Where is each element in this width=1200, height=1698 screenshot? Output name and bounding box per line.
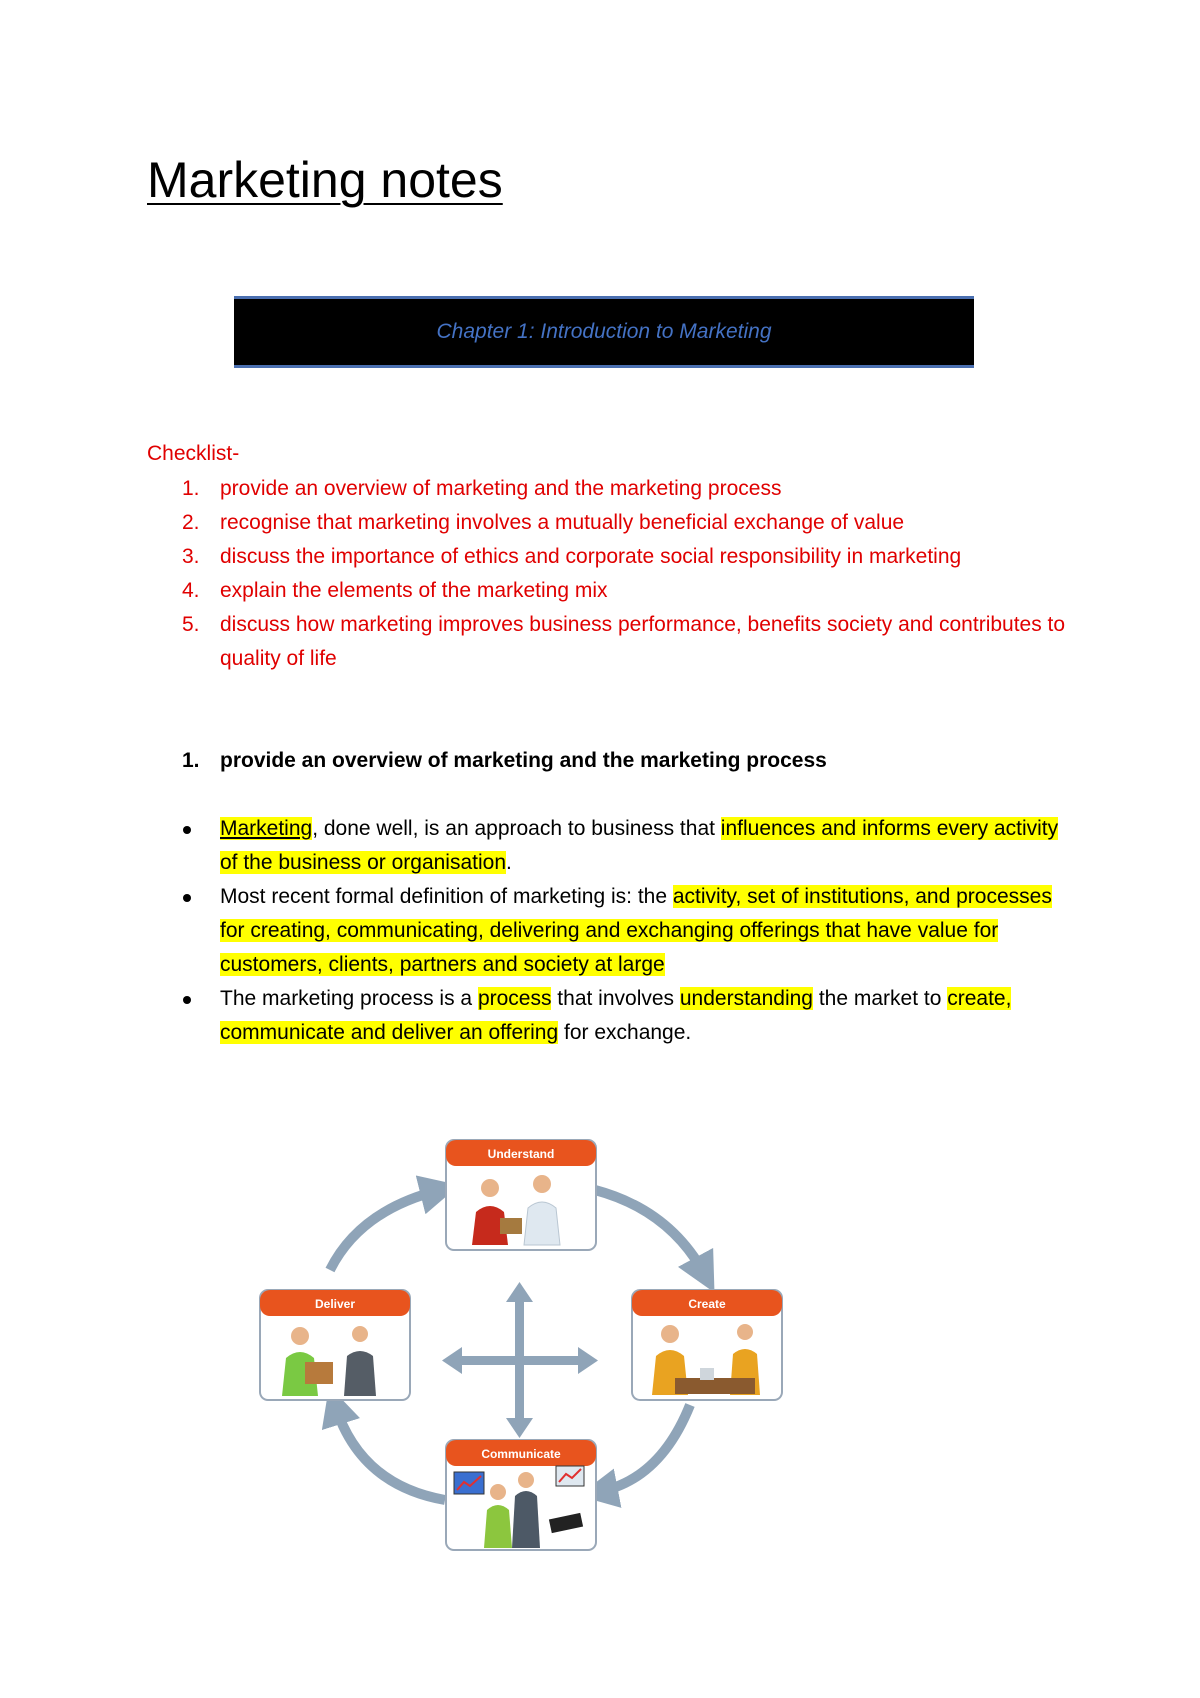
bullet-text: . xyxy=(506,851,512,874)
section-heading-item xyxy=(147,744,827,778)
bullet-text: , done well, is an approach to business that xyxy=(312,817,721,840)
item-number: 2. xyxy=(182,511,200,534)
stage-label: Communicate xyxy=(481,1447,561,1461)
item-number: 3. xyxy=(182,545,200,568)
highlighted-text: create, communicate and deliver an offering xyxy=(220,987,1012,1044)
highlighted-text: activity, set of institutions, and processes for creating, communicating, delivering and exchanging offerings that have value for customers, clients, partners and society at large xyxy=(220,885,1052,976)
bullet-text: The marketing process is a xyxy=(220,987,478,1010)
checklist-item-text: recognise that marketing involves a mutually beneficial exchange of value xyxy=(220,511,905,534)
bullet-text: the market to xyxy=(812,987,948,1010)
checklist-item-text: discuss how marketing improves business performance, benefits society and contributes to quality of life xyxy=(220,613,1066,670)
bullet-list xyxy=(147,812,1077,1050)
bullet-item xyxy=(147,880,1077,982)
cycle-arrow xyxy=(335,1405,445,1500)
stage-card-create xyxy=(632,1290,782,1400)
checklist-item-text: provide an overview of marketing and the marketing process xyxy=(220,477,782,500)
stage-label: Deliver xyxy=(314,1297,356,1311)
checklist-item xyxy=(147,608,1067,676)
marketing-process-diagram xyxy=(250,1120,790,1570)
checklist-item-text: explain the elements of the marketing mix xyxy=(220,579,608,602)
stage-card-deliver xyxy=(260,1290,410,1400)
bullet-dot xyxy=(183,996,191,1004)
bullet-dot xyxy=(183,894,191,902)
bullet-item xyxy=(147,982,1077,1050)
item-number: 1. xyxy=(182,477,200,500)
checklist-item xyxy=(147,472,1067,506)
highlighted-text: influences and informs every activity of the business or organisation xyxy=(220,817,1059,874)
bullet-text: for exchange. xyxy=(558,1021,692,1044)
chapter-banner-text: Chapter 1: Introduction to Marketing xyxy=(436,320,772,343)
section-heading xyxy=(147,744,827,778)
cycle-arrow xyxy=(595,1190,705,1275)
stage-label: Understand xyxy=(487,1147,555,1161)
stage-card-communicate xyxy=(446,1440,596,1550)
stage-label: Create xyxy=(688,1297,726,1311)
item-number: 4. xyxy=(182,579,200,602)
highlighted-text: process xyxy=(477,987,552,1010)
item-number: 5. xyxy=(182,613,200,636)
highlighted-text: understanding xyxy=(679,987,813,1010)
checklist-item xyxy=(147,540,1067,574)
cycle-arrow xyxy=(330,1190,440,1270)
page-title: Marketing notes xyxy=(147,152,503,208)
cycle-arrow xyxy=(598,1405,690,1492)
chapter-banner xyxy=(234,296,974,368)
checklist-item xyxy=(147,574,1067,608)
checklist xyxy=(147,472,1067,676)
section-heading-text: provide an overview of marketing and the marketing process xyxy=(220,749,827,772)
section-number: 1. xyxy=(182,749,200,772)
checklist-heading: Checklist- xyxy=(147,442,240,465)
stage-card-understand xyxy=(446,1140,596,1250)
bullet-text: Most recent formal definition of marketing is: the xyxy=(220,885,673,908)
checklist-item-text: discuss the importance of ethics and corporate social responsibility in marketing xyxy=(220,545,962,568)
bullet-text: that involves xyxy=(551,987,680,1010)
center-cross-arrows xyxy=(442,1282,598,1438)
highlighted-text: Marketing xyxy=(220,817,313,840)
checklist-item xyxy=(147,506,1067,540)
bullet-dot xyxy=(183,826,191,834)
bullet-item xyxy=(147,812,1077,880)
